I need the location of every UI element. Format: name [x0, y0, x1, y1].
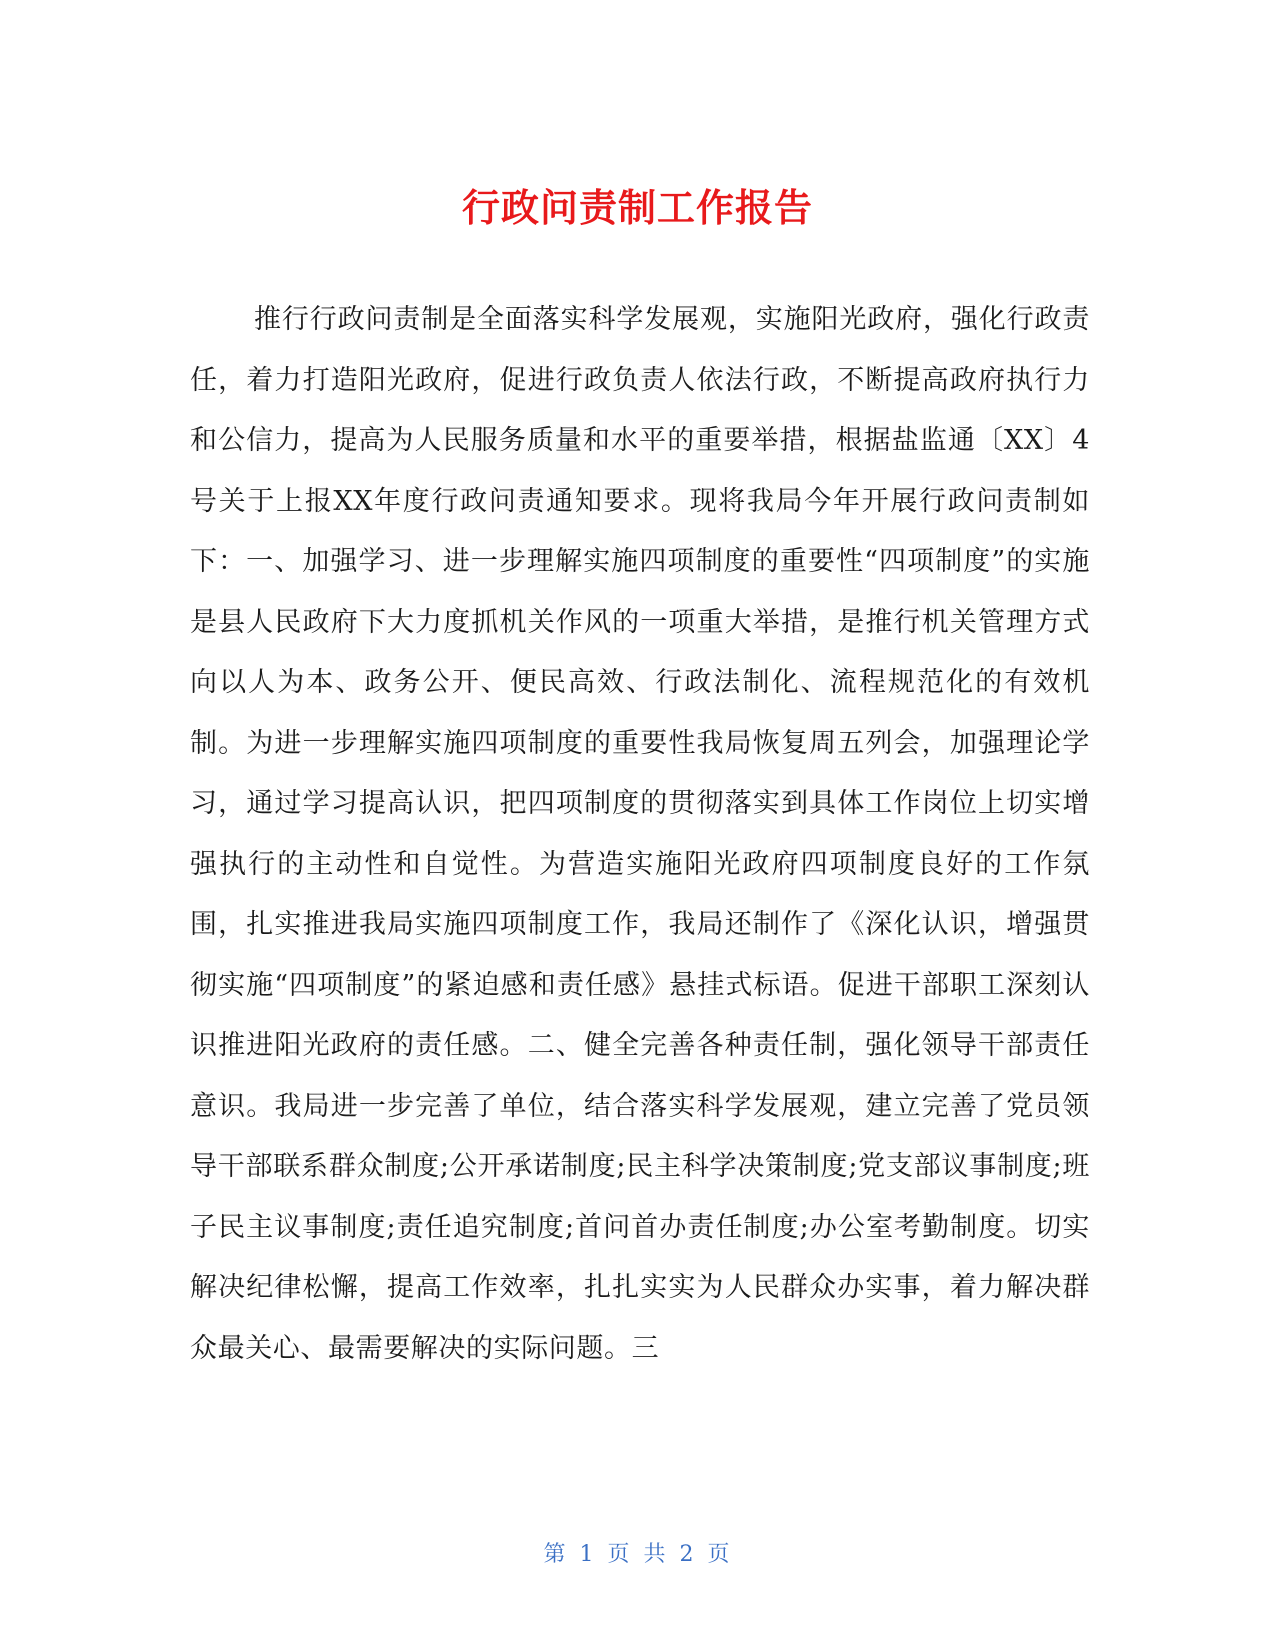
footer-page-label: 页: [607, 1542, 632, 1567]
document-title: 行政问责制工作报告: [461, 186, 813, 231]
document-body: 推行行政问责制是全面落实科学发展观，实施阳光政府，强化行政责任，着力打造阳光政府，促进行政负责人依法行政，不断提高政府执行力和公信力，提高为人民服务质量和水平的重要举措，根据盐监通〔XX〕4号关于上报XX年度行政问责通知要求。现将我局今年开展行政问责制如下：一、加强学习、进一步理解实施四项制度的重要性“四项制度”的实施是县人民政府下大力度抓机关作风的一项重大举措，是推行机关管理方式向以人为本、政务公开、便民高效、行政法制化、流程规范化的有效机制。为进一步理解实施四项制度的重要性我局恢复周五列会，加强理论学习，通过学习提高认识，把四项制度的贯彻落实到具体工作岗位上切实增强执行的主动性和自觉性。为营造实施阳光政府四项制度良好的工作氛围，扎实推进我局实施四项制度工作，我局还制作了《深化认识，增强贯彻实施“四项制度”的紧迫感和责任感》悬挂式标语。促进干部职工深刻认识推进阳光政府的责任感。二、健全完善各种责任制，强化领导干部责任意识。我局进一步完善了单位，结合落实科学发展观，建立完善了党员领导干部联系群众制度;公开承诺制度;民主科学决策制度;党支部议事制度;班子民主议事制度;责任追究制度;首问首办责任制度;办公室考勤制度。切实解决纪律松懈，提高工作效率，扎扎实实为人民群众办实事，着力解决群众最关心、最需要解决的实际问题。三: [190, 304, 1090, 1364]
footer-prefix: 第: [543, 1542, 568, 1567]
footer-total-pages: 2: [679, 1542, 696, 1567]
page-footer: [0, 1540, 1275, 1570]
footer-current-page: 1: [579, 1542, 596, 1567]
footer-suffix: 页: [707, 1542, 732, 1567]
footer-total-label: 共: [643, 1542, 668, 1567]
